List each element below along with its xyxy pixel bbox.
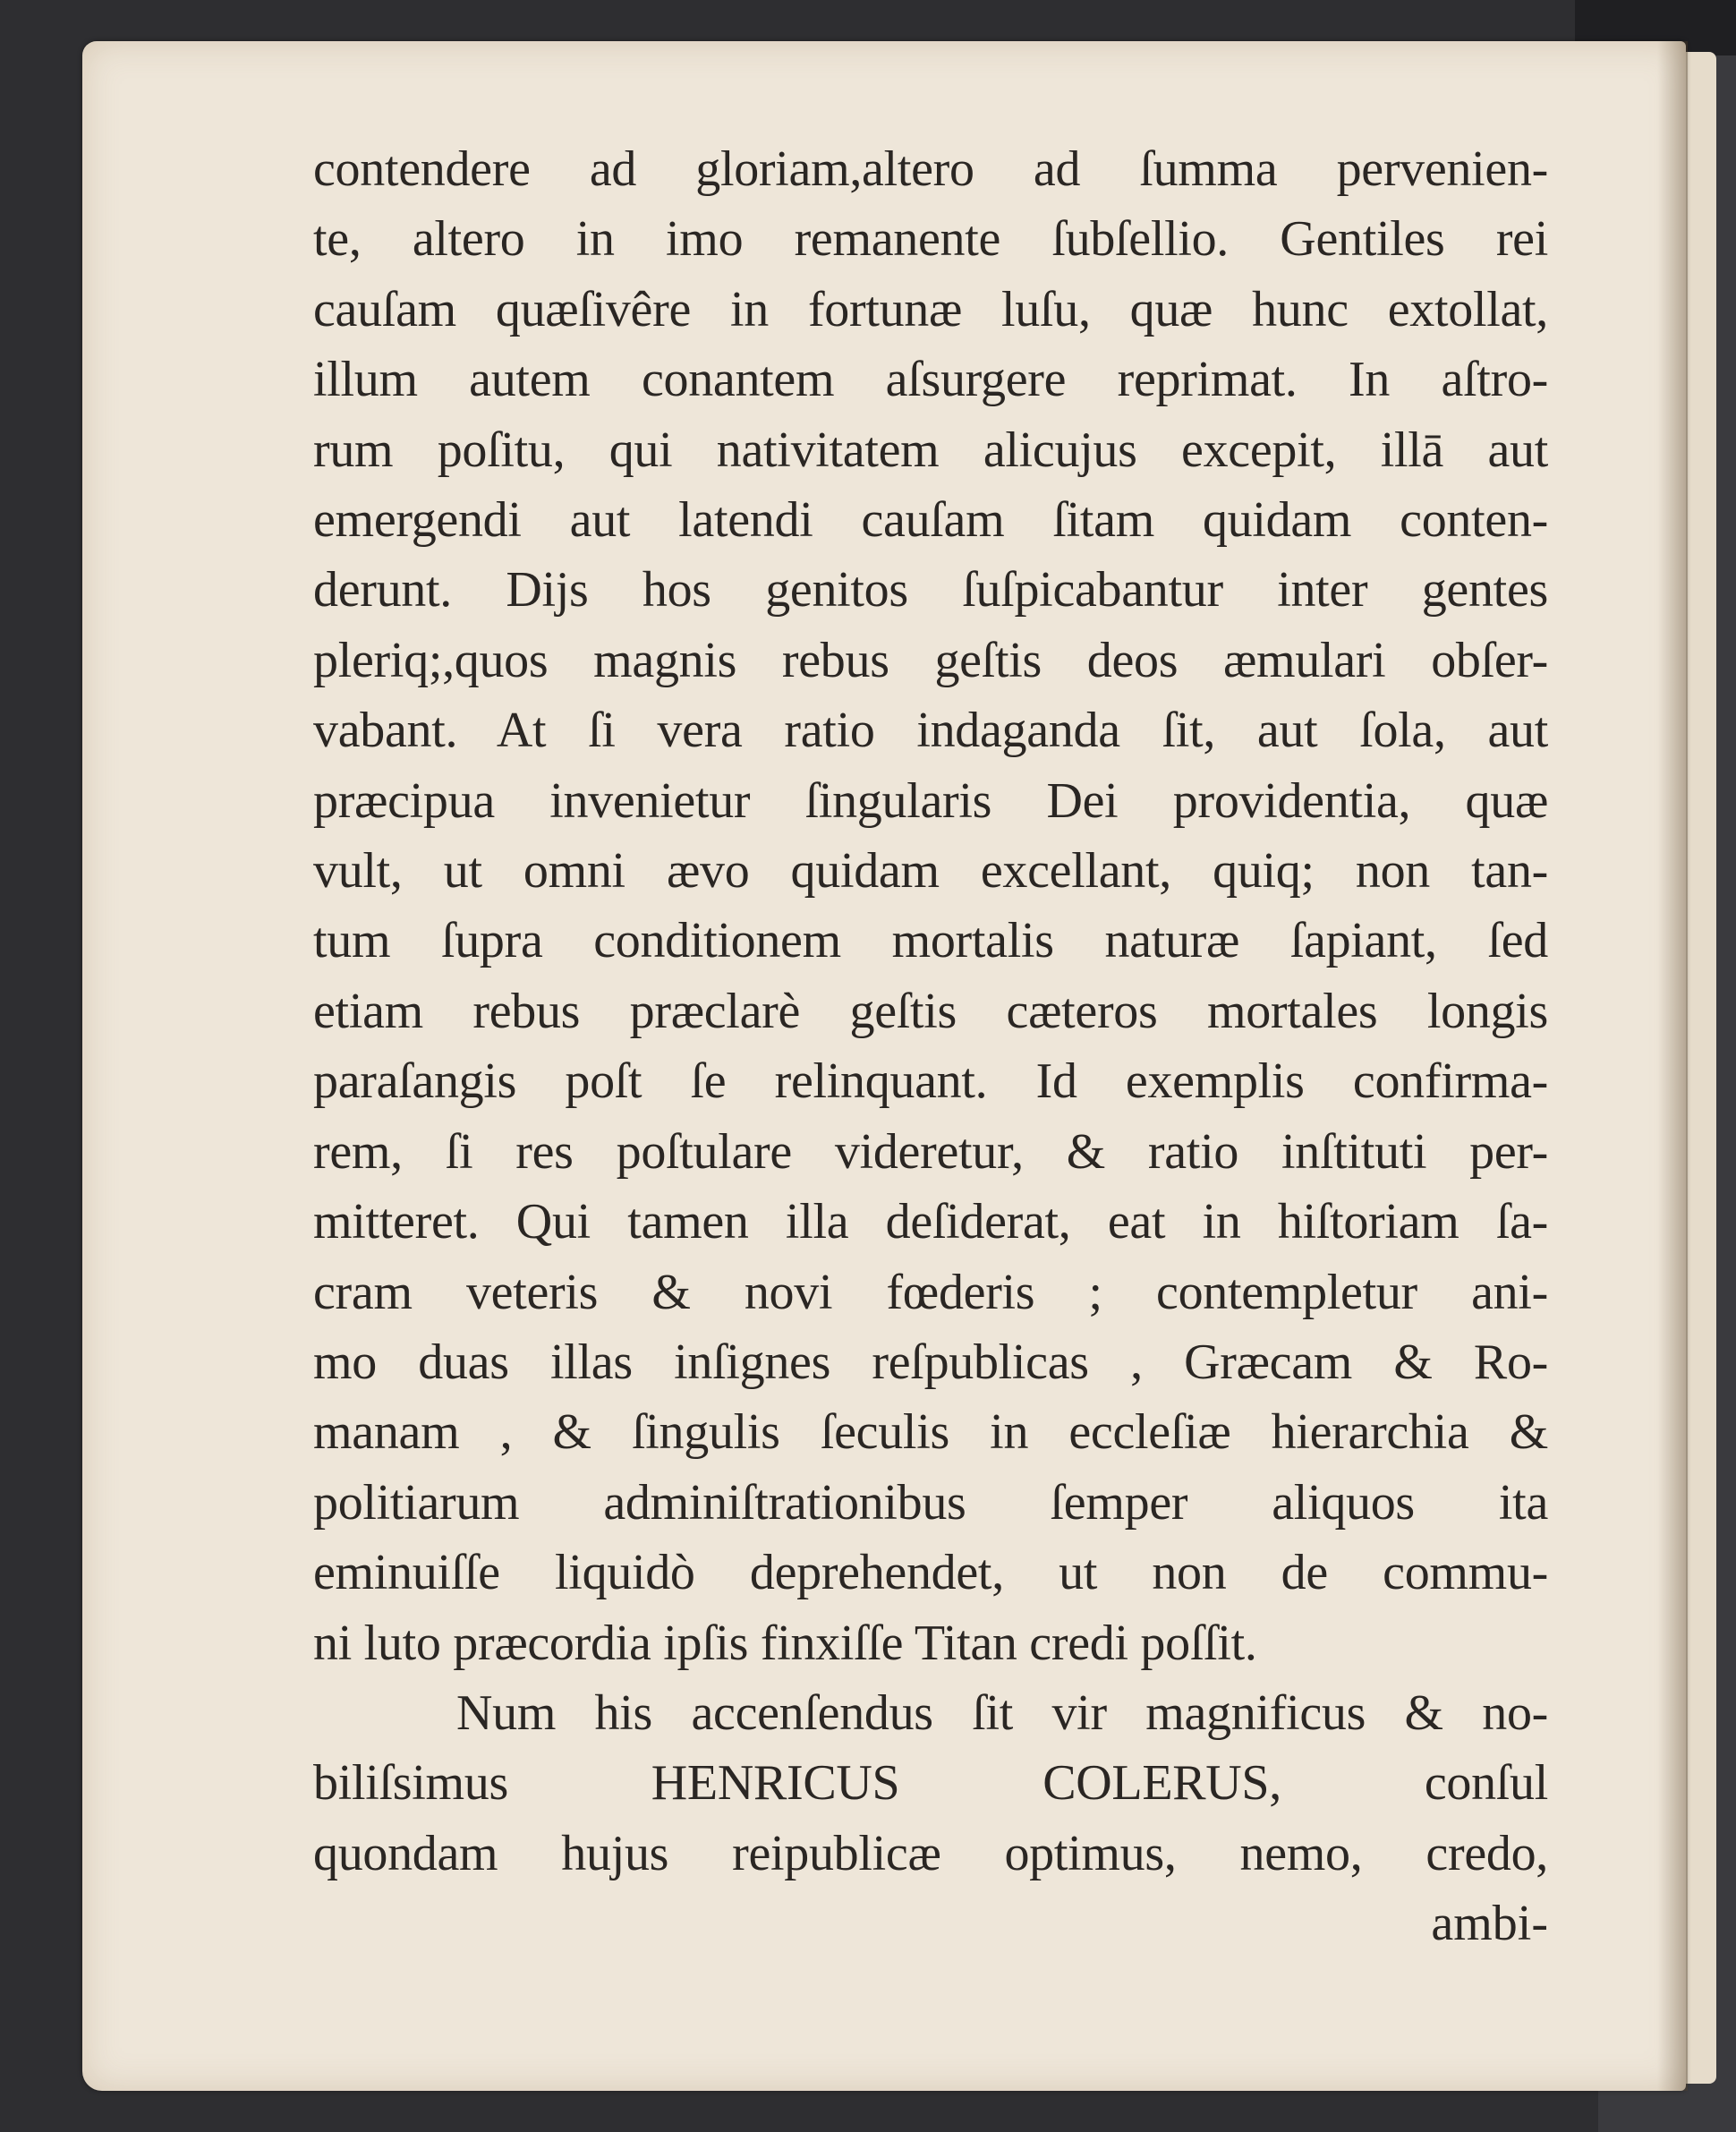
text-line: derunt. Dijs hos genitos ſuſpicabantur inter gentes [313,562,1548,618]
text-line: ni luto præcordia ipſis finxiſſe Titan credi poſſit. [313,1615,1257,1671]
text-line: eminuiſſe liquidò deprehendet, ut non de commu- [313,1545,1548,1601]
text-line: rem, ſi res poſtulare videretur, & ratio inſtituti per- [313,1123,1548,1180]
text-line: paraſangis poſt ſe relinquant. Id exemplis confirma- [313,1053,1548,1110]
text-line: biliſsimus HENRICUS COLERUS, conſul [313,1755,1548,1812]
text-line: præcipua invenietur ſingularis Dei providentia, quæ [313,772,1548,829]
text-line: vult, ut omni ævo quidam excellant, quiq; non tan- [313,843,1548,900]
catchword: ambi- [1431,1896,1548,1952]
body-text [313,134,1548,1959]
text-line: quondam hujus reipublicæ optimus, nemo, credo, [313,1825,1548,1881]
text-line: contendere ad gloriam,altero ad ſumma pervenien- [313,141,1548,197]
text-line: emergendi aut latendi cauſam ſitam quidam conten- [313,492,1548,549]
text-line: illum autem conantem aſsurgere reprimat. In aſtro- [313,352,1548,408]
text-line: cram veteris & novi fœderis ; contempletur ani- [313,1264,1548,1320]
text-line: tum ſupra conditionem mortalis naturæ ſapiant, ſed [313,913,1548,969]
text-line: rum poſitu, qui nativitatem alicujus excepit, illā aut [313,422,1548,478]
text-line: Num his accenſendus ſit vir magnificus & no- [456,1684,1548,1741]
text-line: politiarum adminiſtrationibus ſemper aliquos ita [313,1474,1548,1531]
text-line: mo duas illas inſignes reſpublicas , Græcam & Ro- [313,1334,1548,1390]
text-line: pleriq;,quos magnis rebus geſtis deos æmulari obſer- [313,632,1548,688]
text-line: te, altero in imo remanente ſubſellio. Gentiles rei [313,211,1548,268]
text-line: manam , & ſingulis ſeculis in eccleſiæ hierarchia & [313,1404,1548,1461]
text-line: vabant. At ſi vera ratio indaganda ſit, aut ſola, aut [313,703,1548,759]
text-line: mitteret. Qui tamen illa deſiderat, eat in hiſtoriam ſa- [313,1194,1548,1250]
text-line: etiam rebus præclarè geſtis cæteros mortales longis [313,983,1548,1039]
text-line: cauſam quæſivêre in fortunæ luſu, quæ hunc extollat, [313,281,1548,337]
gutter-shadow [1657,41,1688,2091]
